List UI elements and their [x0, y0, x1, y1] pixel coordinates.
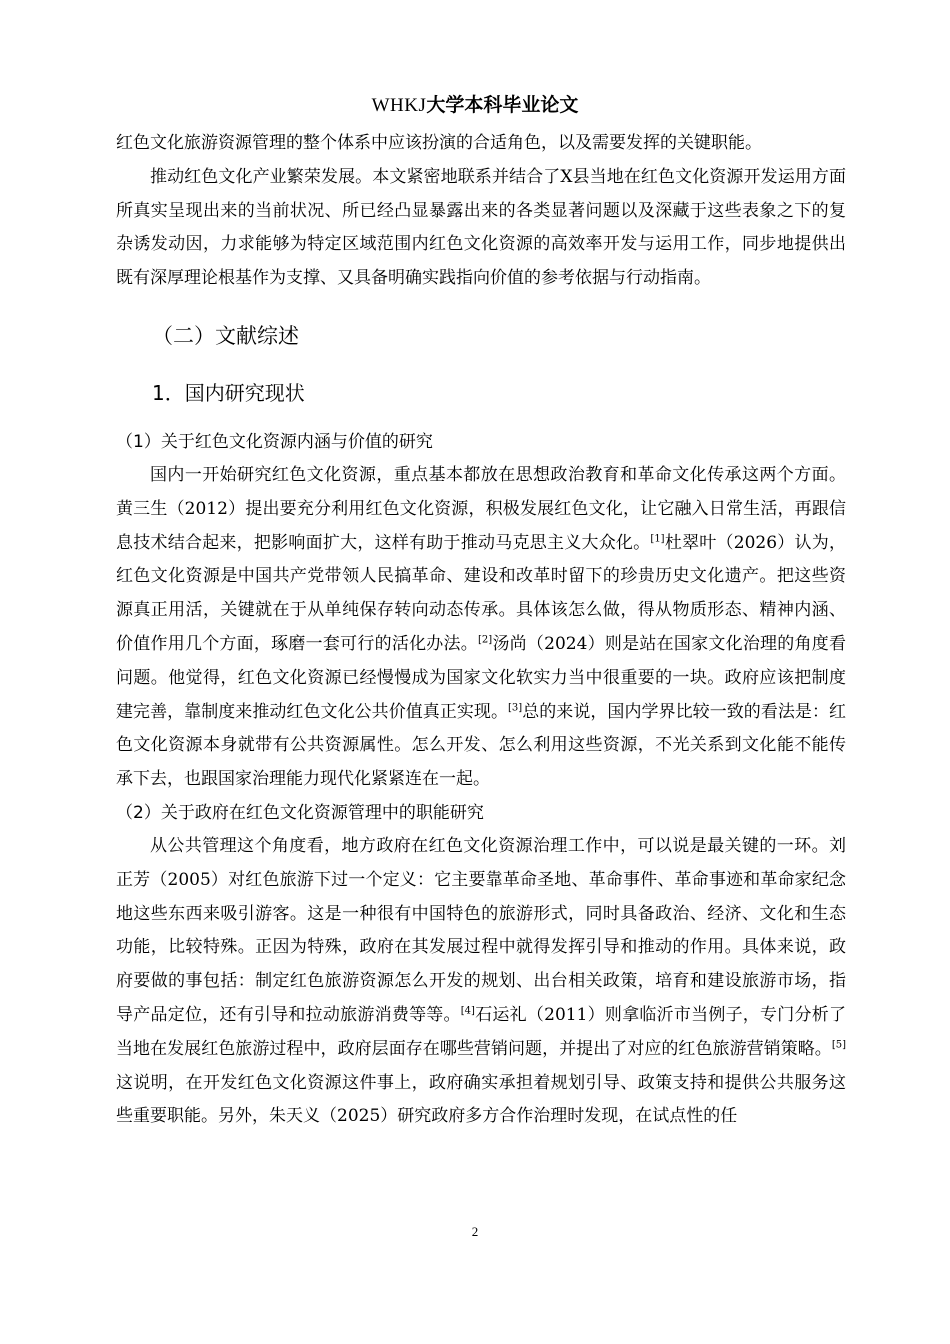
paragraph-text: 从公共管理这个角度看，地方政府在红色文化资源治理工作中，可以说是最关键的一环。刘正芳（2005）对红色旅游下过一个定义：它主要靠革命圣地、革命事件、革命事迹和革命家纪念地这些东西来吸引游客。这是一种很有中国特色的旅游形式，同时具备政治、经济、文化和生态功能，比较特殊。正因为特殊，政府在其发展过程中就得发挥引导和推动的作用。具体来说，政府要做的事包括：制定红色旅游资源怎么开发的规划、出台相关政策，培育和建设旅游市场，指导产品定位，还有引导和拉动旅游消费等等。: [116, 835, 846, 1025]
paragraph-text: 这说明，在开发红色文化资源这件事上，政府确实承担着规划引导、政策支持和提供公共服务这些重要职能。另外，朱天义（2025）研究政府多方合作治理时发现，在试点性的任: [116, 1072, 846, 1127]
body-paragraph: 红色文化旅游资源管理的整个体系中应该扮演的合适角色，以及需要发挥的关键职能。: [116, 133, 762, 153]
citation-marker: [1]: [650, 532, 665, 544]
topic-heading: （2）关于政府在红色文化资源管理中的职能研究: [116, 802, 484, 823]
paragraph-text: 汤尚（2024）则是站在国家文化治理的角度看问题。他觉得，红色文化资源已经慢慢成为国家文化软实力当中很重要的一块。政府应该把制度建完善，靠制度来推动红色文化公共价值真正实现。: [116, 633, 847, 722]
running-header: [0, 92, 950, 119]
section-heading: （二）文献综述: [152, 323, 299, 348]
page-number: 2: [471, 1224, 479, 1239]
body-paragraph: 推动红色文化产业繁荣发展。本文紧密地联系并结合了X县当地在红色文化资源开发运用方面所真实呈现出来的当前状况、所已经凸显暴露出来的各类显著问题以及深藏于这些表象之下的复杂诱发动因，力求能够为特定区域范围内红色文化资源的高效率开发与运用工作，同步地提供出既有深厚理论根基作为支撑、又具备明确实践指向价值的参考依据与行动指南。: [116, 166, 846, 289]
topic-heading: （1）关于红色文化资源内涵与价值的研究: [116, 431, 433, 452]
paragraph-text: 杜翠叶（2026）认为，红色文化资源是中国共产党带领人民搞革命、建设和改革时留下的珍贵历史文化遗产。把这些资源真正用活，关键就在于从单纯保存转向动态传承。具体该怎么做，得从物质形态、精神内涵、价值作用几个方面，琢磨一套可行的活化办法。: [116, 532, 847, 654]
header-code: WHKJ: [371, 95, 427, 116]
body-paragraph: [116, 830, 846, 1134]
paragraph-text: 总的来说，国内学界比较一致的看法是：红色文化资源本身就带有公共资源属性。怎么开发、怎么利用这些资源，不光关系到文化能不能传承下去，也跟国家治理能力现代化紧紧连在一起。: [116, 701, 846, 790]
paragraph-text: 国内一开始研究红色文化资源，重点基本都放在思想政治教育和革命文化传承这两个方面。黄三生（2012）提出要充分利用红色文化资源，积极发展红色文化，让它融入日常生活，再跟信息技术结合起来，把影响面扩大，这样有助于推动马克思主义大众化。: [116, 464, 846, 553]
citation-marker: [3]: [508, 701, 523, 713]
citation-marker: [4]: [460, 1005, 475, 1017]
subsection-heading: 1．国内研究现状: [152, 380, 305, 405]
paragraph-text: 石运礼（2011）则拿临沂市当例子，专门分析了当地在发展红色旅游过程中，政府层面存在哪些营销问题，并提出了对应的红色旅游营销策略。: [116, 1004, 846, 1059]
body-text: [116, 127, 846, 1134]
body-paragraph: [116, 459, 846, 797]
citation-marker: [5]: [831, 1039, 846, 1051]
citation-marker: [2]: [478, 634, 493, 646]
header-title: 大学本科毕业论文: [426, 94, 579, 116]
